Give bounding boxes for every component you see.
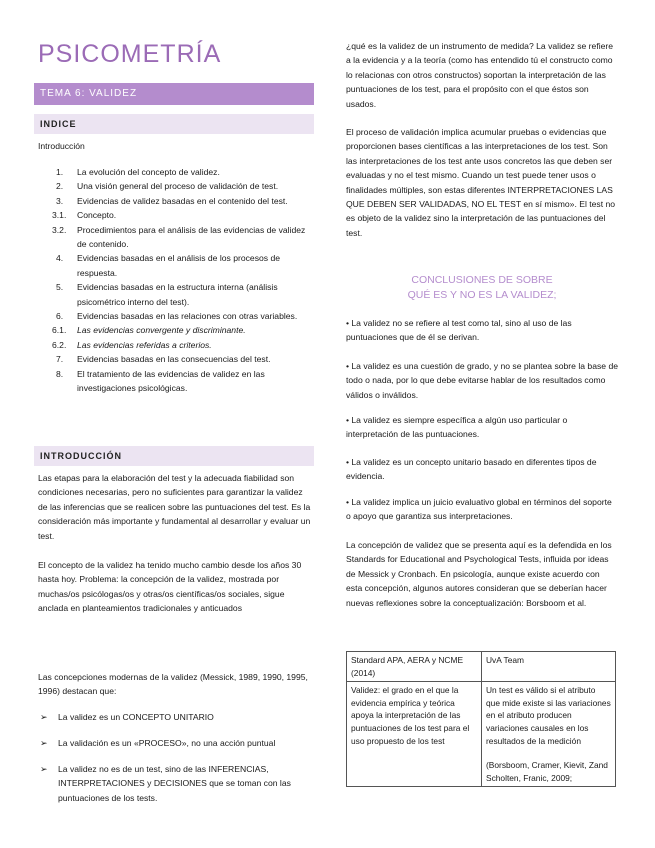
arrow-bullet-icon: ➢ — [40, 764, 48, 774]
conclusion-item — [346, 316, 618, 345]
right-paragraph-3: La concepción de validez que se presenta aquí es la defendida en los Standards for Educational and Psychological Tests, influida por ideas de Messick y Cronbach. En psicología, aunque existe acuerdo con esta concepción, algunos autores consideran que se deberían hacer nuevas reflexiones sobre la conceptualización: Borsboom et al. — [346, 540, 612, 608]
index-item-text: Las evidencias referidas a criterios. — [77, 339, 212, 350]
index-item-number: 5. — [56, 282, 64, 293]
bullet-icon: • — [346, 361, 350, 371]
index-item — [56, 280, 306, 309]
bullet-icon: • — [346, 497, 350, 507]
table-row — [347, 652, 616, 682]
index-item-text: Una visión general del proceso de validación de test. — [77, 181, 279, 192]
index-item — [56, 367, 306, 396]
table-cell — [482, 682, 616, 787]
introduccion-heading: INTRODUCCIÓN — [34, 446, 314, 466]
index-item-text: Procedimientos para el análisis de las evidencias de validez de contenido. — [77, 224, 306, 250]
intro-paragraph-2: El concepto de la validez ha tenido mucho cambio desde los años 30 hasta hoy. Problema: la concepción de la validez, mostrada por muchas/os psicólogas/os y otras/os científicas/os sociales, sigue anclada en planteamientos tradicionales y anticuados — [38, 560, 302, 614]
index-item-text: El tratamiento de las evidencias de validez en las investigaciones psicológicas. — [77, 368, 265, 394]
introduccion-label: Introducción — [38, 141, 85, 151]
conclusions-heading-line2: QUÉ ES Y NO ES LA VALIDEZ; — [407, 289, 557, 301]
index-item-number: 3. — [56, 195, 64, 206]
table-cell-text: Un test es válido si el atributo que mide existe si las variaciones en el atributo producen variaciones causales en los resultados de la medición — [486, 685, 611, 746]
indice-heading: INDICE — [34, 114, 314, 134]
arrow-item-text: La validez es un CONCEPTO UNITARIO — [58, 712, 214, 722]
index-item — [56, 309, 306, 323]
index-item-number: 2. — [56, 181, 64, 192]
table-header-cell: UvA Team — [482, 652, 616, 682]
index-item — [52, 323, 306, 337]
index-item-number: 1. — [56, 167, 64, 177]
arrow-item-text: La validación es un «PROCESO», no una acción puntual — [58, 738, 276, 748]
arrow-item — [40, 710, 310, 724]
index-item — [52, 338, 306, 352]
intro-paragraph-1: Las etapas para la elaboración del test y la adecuada fiabilidad son condiciones necesarias, pero no suficientes para garantizar la validez de las inferencias que se realicen sobre las puntuaciones del test. Es la consideración más importante y fundamental al desarrollar y evaluar un test. — [38, 473, 311, 541]
index-item-number: 3.1. — [52, 210, 67, 221]
conclusion-item — [346, 455, 618, 484]
index-item-text: Evidencias basadas en el análisis de los procesos de respuesta. — [77, 253, 281, 278]
conclusions-heading-line1: CONCLUSIONES DE SOBRE — [411, 274, 553, 286]
index-item-number: 6. — [56, 311, 64, 322]
bullet-icon: • — [346, 415, 350, 425]
index-item-text: La evolución del concepto de validez. — [77, 167, 220, 177]
table-cell: Validez: el grado en el que la evidencia empírica y teórica apoya la interpretación de las puntuaciones de los test para el uso propuesto de los test — [347, 682, 482, 787]
index-item-number: 4. — [56, 253, 64, 264]
page-title: PSICOMETRÍA — [38, 40, 222, 68]
index-item-text: Evidencias basadas en la estructura interna (análisis psicométrico interno del test). — [77, 282, 278, 307]
arrow-item-text: La validez no es de un test, sino de las INFERENCIAS, INTERPRETACIONES y DECISIONES que se toman con las puntuaciones de los tests. — [58, 764, 291, 803]
index-item-number: 6.1. — [52, 325, 67, 336]
right-paragraph-1: ¿qué es la validez de un instrumento de medida? La validez se refiere a la evidencia y a la teoría (como has entendido tú el constructo como lo relacionas con otros constructos) soportan la interpretación de las puntuaciones de los test, para el propósito con el que éstos son usados. — [346, 41, 614, 109]
conclusion-text: La validez no se refiere al test como tal, sino al uso de las puntuaciones que de él se derivan. — [346, 318, 572, 343]
arrow-item — [40, 736, 310, 750]
index-item-text: Concepto. — [77, 210, 117, 221]
table-cell-citation: (Borsboom, Cramer, Kievit, Zand Scholten, Franic, 2009; — [486, 760, 608, 783]
index-item-number: 8. — [56, 368, 64, 379]
index-item-text: Evidencias basadas en las relaciones con otras variables. — [77, 311, 298, 322]
bullet-icon: • — [346, 318, 350, 328]
conclusion-text: La validez es siempre específica a algún uso particular o interpretación de las puntuaciones. — [346, 415, 568, 440]
index-item — [52, 208, 306, 222]
index-item-number: 6.2. — [52, 339, 67, 350]
conclusion-text: La validez es un concepto unitario basado en diferentes tipos de evidencia. — [346, 457, 597, 482]
index-item-number: 7. — [56, 354, 64, 365]
index-item-text: Las evidencias convergente y discriminante. — [77, 325, 246, 336]
index-item-text: Evidencias basadas en las consecuencias del test. — [77, 354, 271, 365]
table-row — [347, 682, 616, 787]
table-header-cell: Standard APA, AERA y NCME (2014) — [347, 652, 482, 682]
index-item — [52, 223, 306, 252]
index-item-number: 3.2. — [52, 224, 67, 235]
bullet-icon: • — [346, 457, 350, 467]
conclusions-heading — [346, 273, 618, 303]
conclusion-text: La validez implica un juicio evaluativo global en términos del soporte o apoyo que garantiza sus interpretaciones. — [346, 497, 612, 522]
comparison-table — [346, 651, 616, 787]
conclusion-item — [346, 495, 618, 524]
index-item — [56, 194, 306, 208]
index-list — [52, 165, 306, 396]
index-item — [56, 179, 306, 193]
intro-paragraph-3: Las concepciones modernas de la validez (Messick, 1989, 1990, 1995, 1996) destacan que: — [38, 672, 308, 697]
index-item — [56, 352, 306, 366]
conclusion-item — [346, 359, 618, 402]
arrow-item — [40, 762, 310, 805]
right-paragraph-2: El proceso de validación implica acumular pruebas o evidencias que proporcionen bases científicas a las interpretaciones de los test. Son las interpretaciones de los test ante usos concretos las que deben ser evaluadas y no el test mismo. Cuando un test puede tener usos o finalidades múltiples, son estas diferentes INTERPRETACIONES LAS QUE DEBEN SER VALIDADAS, NO EL TEST en sí mismo». El test no es objeto de la validez sino la interpretación de las puntuaciones del test. — [346, 127, 616, 238]
arrow-bullet-icon: ➢ — [40, 738, 48, 748]
arrow-bullet-icon: ➢ — [40, 712, 48, 722]
index-item-text: Evidencias de validez basadas en el contenido del test. — [77, 195, 288, 206]
conclusion-text: La validez es una cuestión de grado, y no se plantea sobre la base de todo o nada, por lo que debe evitarse hablar de los resultados como válidos o inválidos. — [346, 361, 618, 400]
tema-heading: TEMA 6: VALIDEZ — [34, 83, 314, 105]
index-item — [56, 165, 306, 179]
index-item — [56, 251, 306, 280]
conclusion-item — [346, 413, 618, 442]
